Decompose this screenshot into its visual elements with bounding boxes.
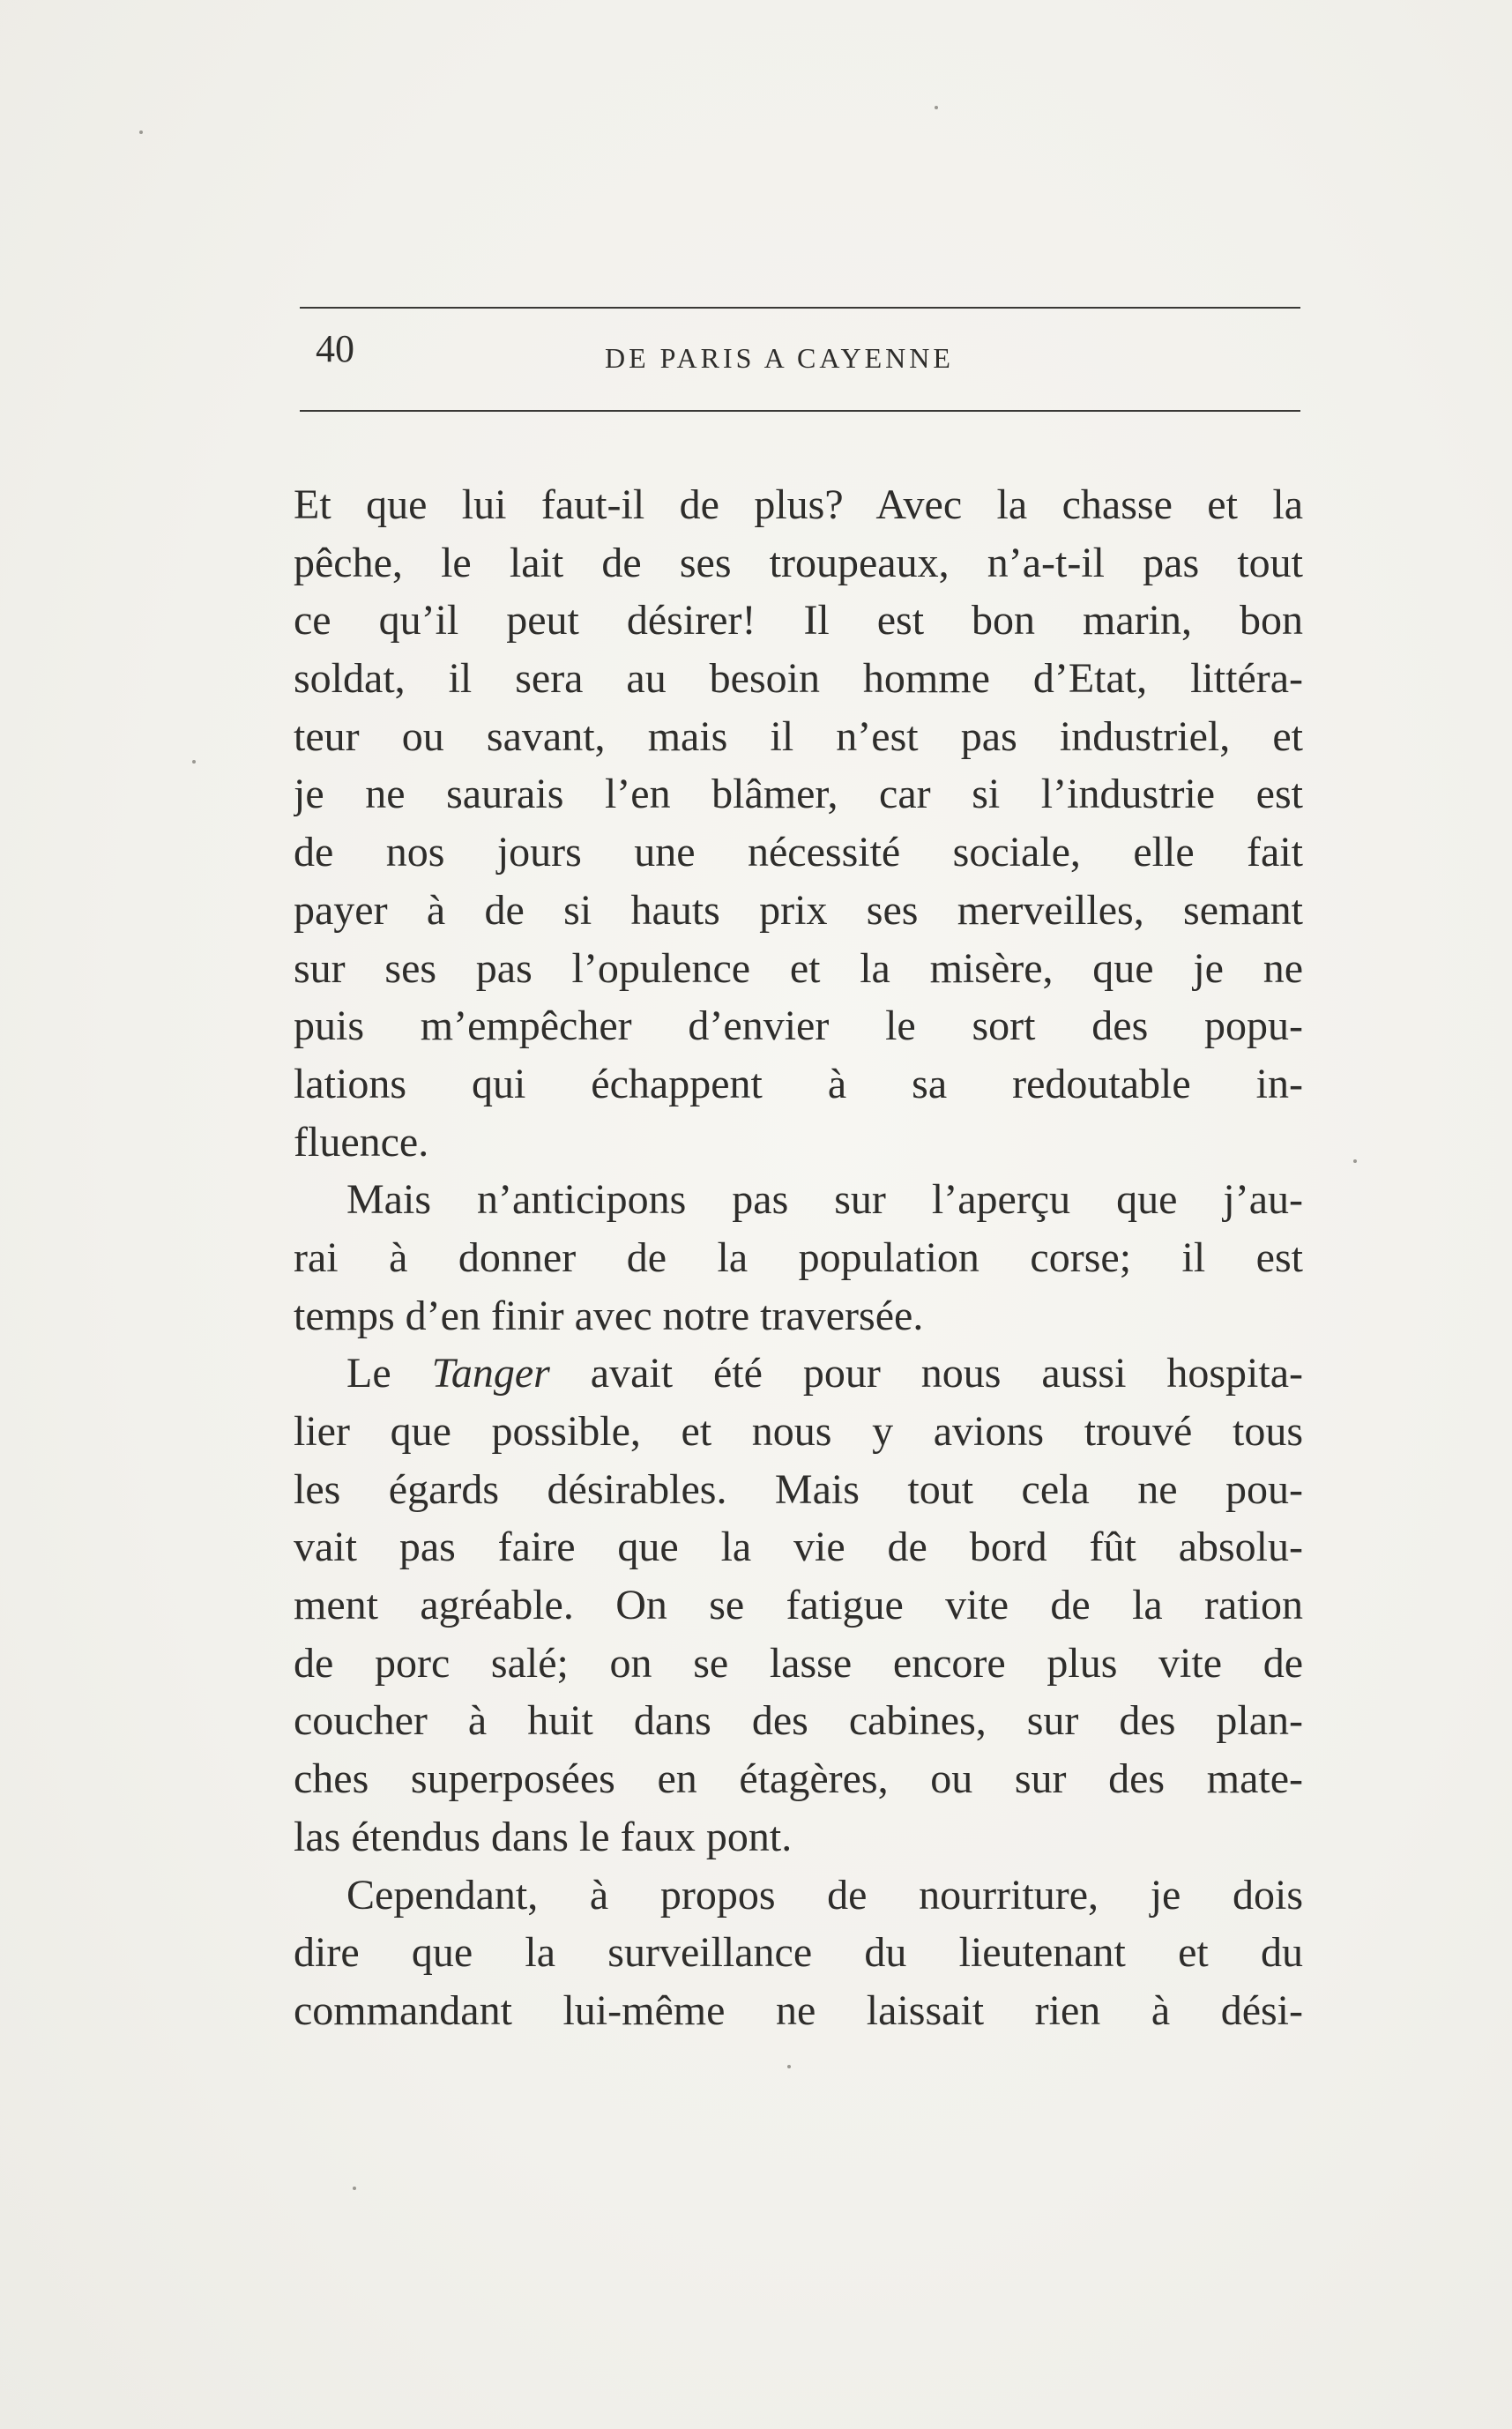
- text-line: ce qu’il peut désirer! Il est bon marin, bon: [294, 597, 1303, 645]
- ship-name: Tanger: [431, 1350, 550, 1397]
- line-rest: avait été pour nous aussi hospita-: [590, 1350, 1303, 1397]
- paper-speck: [1353, 1159, 1357, 1163]
- text-line: je ne saurais l’en blâmer, car si l’industrie est: [294, 771, 1303, 818]
- text-line: lations qui échappent à sa redoutable in-: [294, 1060, 1303, 1107]
- paper-speck: [787, 2065, 791, 2068]
- text-line: ches superposées en étagères, ou sur des mate-: [294, 1755, 1303, 1803]
- paragraph-first-line: Cependant, à propos de nourriture, je dois: [346, 1871, 1303, 1919]
- text-line: de porc salé; on se lasse encore plus vite de: [294, 1639, 1303, 1687]
- paper-speck: [192, 760, 196, 764]
- body-text: [294, 476, 1303, 2040]
- page-number: 40: [316, 327, 354, 370]
- text-line: ment agréable. On se fatigue vite de la ration: [294, 1582, 1303, 1629]
- text-line: payer à de si hauts prix ses merveilles, semant: [294, 886, 1303, 934]
- header-rule-top: [300, 307, 1300, 309]
- line-prefix: Le: [346, 1350, 432, 1397]
- text-line: temps d’en finir avec notre traversée.: [294, 1292, 924, 1339]
- text-line: vait pas faire que la vie de bord fût absolu-: [294, 1524, 1303, 1571]
- running-title: DE PARIS A CAYENNE: [605, 342, 954, 374]
- paragraph-first-line: [294, 1345, 1303, 1403]
- line-space: [550, 1350, 591, 1397]
- text-line: dire que la surveillance du lieutenant et du: [294, 1929, 1303, 1977]
- text-line: teur ou savant, mais il n’est pas industriel, et: [294, 712, 1303, 760]
- text-line: las étendus dans le faux pont.: [294, 1813, 793, 1860]
- text-line: rai à donner de la population corse; il est: [294, 1233, 1303, 1281]
- text-line: fluence.: [294, 1118, 429, 1166]
- text-line: commandant lui-même ne laissait rien à dési-: [294, 1986, 1303, 2034]
- text-line: coucher à huit dans des cabines, sur des plan-: [294, 1697, 1303, 1745]
- text-line: puis m’empêcher d’envier le sort des popu-: [294, 1002, 1303, 1050]
- header-rule-bottom: [300, 410, 1300, 412]
- paper-speck: [935, 106, 938, 109]
- paper-speck: [139, 130, 143, 134]
- text-line: les égards désirables. Mais tout cela ne pou-: [294, 1465, 1303, 1513]
- paper-speck: [353, 2187, 356, 2190]
- text-line: soldat, il sera au besoin homme d’Etat, littéra-: [294, 655, 1303, 703]
- text-line: Et que lui faut-il de plus? Avec la chasse et la: [294, 481, 1303, 528]
- paragraph-first-line: Mais n’anticipons pas sur l’aperçu que j’au-: [346, 1176, 1303, 1224]
- text-line: pêche, le lait de ses troupeaux, n’a-t-il pas tout: [294, 539, 1303, 586]
- text-line: de nos jours une nécessité sociale, elle fait: [294, 829, 1303, 876]
- text-line: sur ses pas l’opulence et la misère, que je ne: [294, 944, 1303, 992]
- text-line: lier que possible, et nous y avions trouvé tous: [294, 1408, 1303, 1455]
